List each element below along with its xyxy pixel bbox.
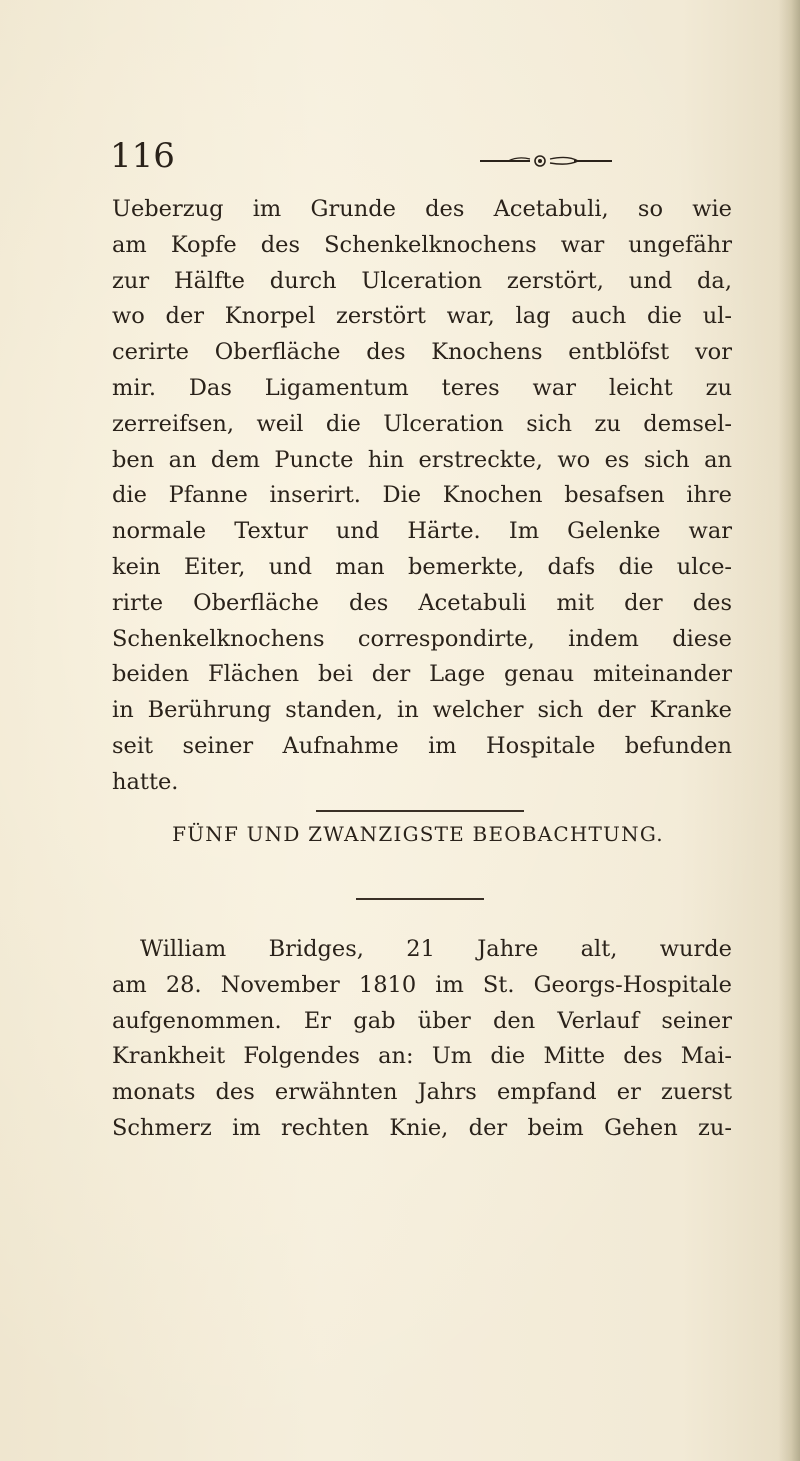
text-line: aufgenommen. Er gab über den Verlauf seiner — [112, 1007, 732, 1034]
text-line: monats des erwähnten Jahrs empfand er zuerst — [112, 1079, 732, 1106]
text-line: hatte. — [112, 768, 179, 795]
section-heading: FÜNF UND ZWANZIGSTE BEOBACHTUNG. — [172, 822, 664, 846]
text-line: cerirte Oberfläche des Knochens entblöfst vor — [112, 339, 732, 366]
text-line: am 28. November 1810 im St. Georgs-Hospitale — [112, 971, 732, 998]
text-line: Krankheit Folgendes an: Um die Mitte des Mai- — [112, 1043, 732, 1070]
text-line: normale Textur und Härte. Im Gelenke war — [112, 518, 732, 545]
section-rule-top — [316, 810, 524, 812]
paragraph-1 — [112, 192, 732, 801]
text-line: Schenkelknochens correspondirte, indem diese — [112, 625, 732, 652]
page-header — [110, 136, 710, 186]
text-line: beiden Flächen bei der Lage genau miteinander — [112, 661, 732, 688]
section-rule-bottom — [356, 898, 484, 900]
text-line: in Berührung standen, in welcher sich der Kranke — [112, 697, 732, 724]
header-ornament-icon — [478, 154, 614, 168]
text-line: ben an dem Puncte hin erstreckte, wo es sich an — [112, 446, 732, 473]
text-line: zur Hälfte durch Ulceration zerstört, und da, — [112, 267, 732, 294]
text-line: kein Eiter, und man bemerkte, dafs die ulce- — [112, 553, 732, 580]
text-line: seit seiner Aufnahme im Hospitale befunden — [112, 732, 732, 759]
text-line: mir. Das Ligamentum teres war leicht zu — [112, 374, 732, 401]
paragraph-2 — [112, 932, 732, 1147]
text-line: Ueberzug im Grunde des Acetabuli, so wie — [112, 196, 732, 222]
text-line: am Kopfe des Schenkelknochens war ungefähr — [112, 231, 732, 258]
text-line: rirte Oberfläche des Acetabuli mit der des — [112, 589, 732, 616]
text-line: William Bridges, 21 Jahre alt, wurde — [140, 936, 732, 962]
text-line: die Pfanne inserirt. Die Knochen besafsen ihre — [112, 482, 732, 509]
page-edge-shadow — [778, 0, 800, 1461]
text-line: Schmerz im rechten Knie, der beim Gehen zu- — [112, 1114, 732, 1141]
page-number: 116 — [110, 136, 175, 176]
text-line: wo der Knorpel zerstört war, lag auch die ul- — [112, 303, 732, 330]
text-line: zerreifsen, weil die Ulceration sich zu demsel- — [112, 410, 732, 437]
